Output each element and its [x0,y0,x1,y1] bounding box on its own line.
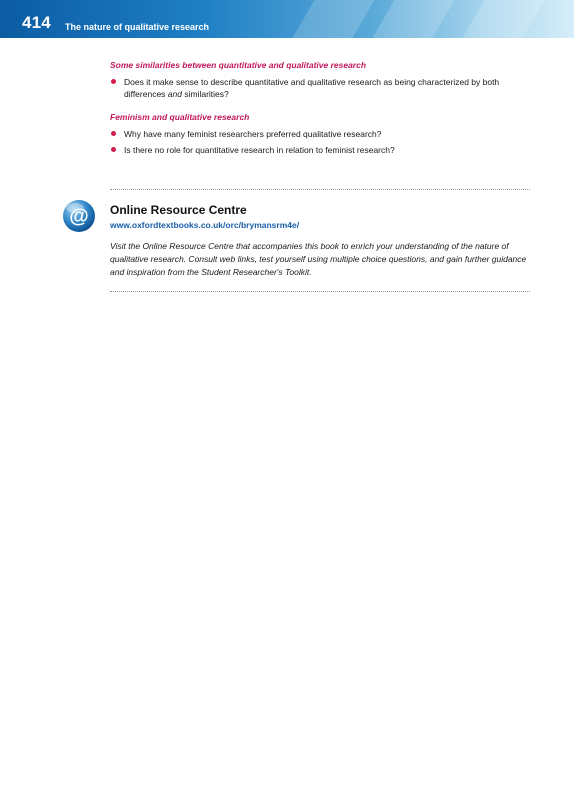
questions-content [110,60,530,168]
bullet-icon [111,79,116,84]
question-text: Does it make sense to describe quantitative and qualitative research as being characterized by both differences [124,77,500,99]
section-heading-feminism: Feminism and qualitative research [110,112,250,122]
section-heading-similarities: Some similarities between quantitative and qualitative research [110,60,367,70]
header-decoration [444,0,556,38]
bullet-icon [111,131,116,136]
running-head: The nature of qualitative research [65,22,210,32]
orc-description: Visit the Online Resource Centre that accompanies this book to enrich your understanding of the nature of qualitative research. Consult web links, test yourself using multiple choice questions, and gain further guidance and inspiration from the Student Researcher's Toolkit. [110,241,527,277]
page-number: 414 [22,13,51,32]
question-list [110,76,530,100]
question-text: Is there no role for quantitative research in relation to feminist research? [124,145,395,155]
question-text: Why have many feminist researchers preferred qualitative research? [124,129,382,139]
online-resource-centre-box [110,189,530,292]
header-decoration [274,0,386,38]
question-text: similarities? [181,89,229,99]
question-emphasis: and [167,89,182,99]
page-header-band [0,0,574,38]
bullet-icon [111,147,116,152]
question-item [110,128,530,140]
svg-text:@: @ [69,205,89,228]
orc-url-link[interactable]: www.oxfordtextbooks.co.uk/orc/brymansrm4e/ [110,220,300,230]
question-item [110,76,530,100]
at-sign-icon [62,199,96,233]
question-item [110,144,530,156]
orc-title: Online Resource Centre [110,203,247,217]
question-list [110,128,530,156]
